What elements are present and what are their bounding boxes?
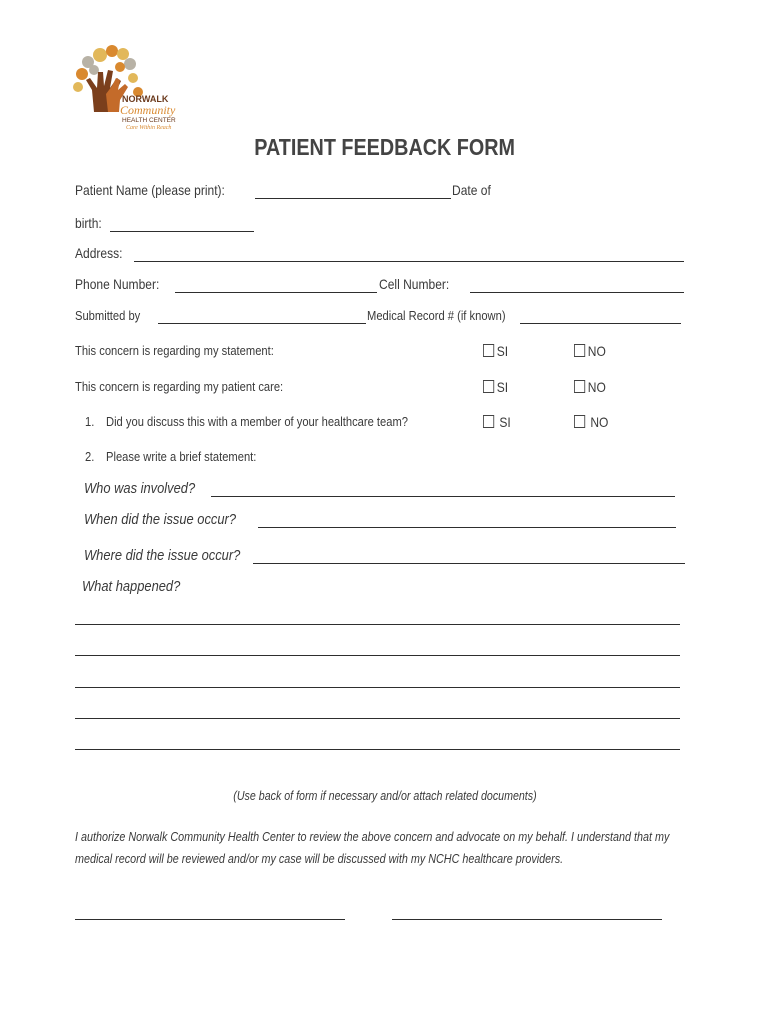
logo-line-1: NORWALK	[122, 94, 169, 104]
what-line-5[interactable]	[75, 749, 680, 750]
logo-tagline: Care Within Reach	[126, 125, 172, 131]
phone-label: Phone Number:	[75, 276, 160, 292]
form-title	[0, 134, 770, 161]
who-field[interactable]	[211, 496, 675, 497]
discuss-yes-label: SI	[499, 414, 511, 430]
logo-line-3: HEALTH CENTER	[122, 117, 176, 124]
medical-record-label: Medical Record # (if known)	[367, 308, 506, 323]
statement-no-label: NO	[587, 343, 606, 359]
patient-name-field[interactable]	[255, 198, 451, 199]
what-label: What happened?	[82, 578, 181, 595]
back-note	[0, 787, 770, 805]
question-1-text: Did you discuss this with a member of your healthcare team?	[106, 414, 409, 429]
what-line-4[interactable]	[75, 718, 680, 719]
what-line-2[interactable]	[75, 655, 680, 656]
care-no-option[interactable]	[574, 379, 606, 395]
submitted-by-field[interactable]	[158, 323, 366, 324]
authorization-text: I authorize Norwalk Community Health Center to review the above concern and advocate on my behalf. I understand that my medical record will be reviewed and/or my case will be discussed with my NCHC healthcare providers.	[75, 829, 670, 866]
care-yes-option[interactable]	[483, 379, 508, 395]
what-line-1[interactable]	[75, 624, 680, 625]
address-label: Address:	[75, 245, 123, 261]
discuss-yes-option[interactable]	[483, 414, 511, 430]
care-question: This concern is regarding my patient care:	[75, 379, 284, 394]
statement-no-option[interactable]	[574, 343, 606, 359]
cell-label: Cell Number:	[379, 276, 450, 292]
checkbox-icon[interactable]	[574, 415, 585, 428]
patient-name-label: Patient Name (please print):	[75, 182, 225, 198]
form-title-text: PATIENT FEEDBACK FORM	[254, 134, 516, 160]
signature-line[interactable]	[75, 919, 345, 920]
where-field[interactable]	[253, 563, 685, 564]
question-2-text: Please write a brief statement:	[106, 449, 257, 464]
checkbox-icon[interactable]	[574, 380, 585, 393]
checkbox-icon[interactable]	[483, 415, 494, 428]
date-line[interactable]	[392, 919, 662, 920]
statement-yes-label: SI	[496, 343, 509, 359]
what-line-3[interactable]	[75, 687, 680, 688]
nchc-logo	[70, 42, 210, 132]
care-no-label: NO	[587, 379, 606, 395]
checkbox-icon[interactable]	[483, 380, 494, 393]
cell-field[interactable]	[470, 292, 684, 293]
dob-label: Date of	[452, 182, 491, 198]
discuss-no-option[interactable]	[574, 414, 608, 430]
question-1-number: 1.	[85, 414, 95, 429]
who-label: Who was involved?	[84, 480, 196, 497]
logo-line-2: Community	[120, 103, 176, 117]
submitted-by-label: Submitted by	[75, 308, 141, 323]
when-field[interactable]	[258, 527, 676, 528]
question-2-number: 2.	[85, 449, 95, 464]
address-field[interactable]	[134, 261, 684, 262]
dob-label-cont: birth:	[75, 215, 102, 231]
checkbox-icon[interactable]	[574, 344, 585, 357]
medical-record-field[interactable]	[520, 323, 681, 324]
statement-question: This concern is regarding my statement:	[75, 343, 274, 358]
when-label: When did the issue occur?	[84, 511, 237, 528]
where-label: Where did the issue occur?	[84, 547, 241, 564]
back-note-text: (Use back of form if necessary and/or attach related documents)	[233, 788, 537, 803]
care-yes-label: SI	[496, 379, 509, 395]
dob-field[interactable]	[110, 231, 254, 232]
statement-yes-option[interactable]	[483, 343, 508, 359]
phone-field[interactable]	[175, 292, 377, 293]
checkbox-icon[interactable]	[483, 344, 494, 357]
discuss-no-label: NO	[590, 414, 609, 430]
